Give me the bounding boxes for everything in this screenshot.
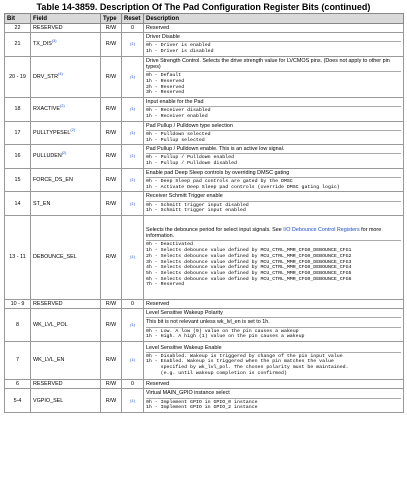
field-name: PULLUDEN: [33, 153, 62, 160]
value-encoding-line: (e.g. until wakeup completion is confirmed): [146, 370, 287, 376]
reset-cell: [122, 380, 144, 389]
value-encoding-line: 1h - Activate Deep Sleep pad controls (override DMSC gating logic): [146, 184, 340, 190]
description-text: Level Sensitive Wakeup Enable: [146, 344, 222, 351]
value-encoding-line: 0h - Implement GPIO in GPIO_0 instance: [146, 399, 258, 405]
table-row: [5, 216, 404, 300]
field-name: DEBOUNCE_SEL: [33, 254, 77, 261]
field-cell: [31, 342, 101, 380]
type-cell: R/W: [101, 98, 122, 122]
field-name: DRV_STR: [33, 73, 59, 80]
table-row: [5, 300, 404, 309]
footnote-link[interactable]: (2): [61, 151, 67, 156]
bit-cell: 17: [5, 121, 31, 145]
debounce-registers-link[interactable]: I/O Debounce Control Registers: [283, 227, 360, 234]
value-encoding-line: 1h - Reserved: [146, 78, 185, 84]
type-cell: R/W: [101, 389, 122, 413]
value-encoding-line: 0h - Pullup / Pulldown enabled: [146, 155, 235, 161]
register-table: [4, 13, 404, 413]
bit-cell: 20 - 19: [5, 56, 31, 97]
value-encoding-line: 1h - Selects debounce value defined by MCU_CTRL_MMR_CFG0_DEBOUNCE_CFG1: [146, 248, 352, 254]
table-row: [5, 342, 404, 380]
value-encoding-line: 0h - Pulldown selected: [146, 131, 211, 137]
table-row: [5, 33, 404, 57]
table-row: [5, 192, 404, 216]
description-cell: [144, 380, 404, 389]
description-divider: [146, 398, 401, 399]
bit-cell: 14: [5, 192, 31, 216]
field-cell: [31, 168, 101, 192]
value-encoding-line: 1h - Pullup selected: [146, 137, 205, 143]
field-name: VGPIO_SEL: [33, 397, 64, 404]
description-divider: [146, 327, 401, 328]
bit-cell: 22: [5, 24, 31, 33]
reset-footnote-link[interactable]: (1): [130, 153, 135, 159]
type-cell: R/W: [101, 300, 122, 309]
description-divider: [146, 130, 401, 131]
value-encoding-line: 0h - Default: [146, 73, 182, 79]
value-encoding-line: 2h - Reserved: [146, 84, 185, 90]
reset-value: 0: [131, 381, 134, 388]
value-encoding-line: specified by wk_lvl_pol. The chosen polarity must be maintained.: [146, 365, 349, 371]
field-name: RXACTIVE: [33, 106, 60, 113]
description-lead: Selects the debounce period for select input signals. See: [146, 227, 284, 234]
description-cell: [144, 24, 404, 33]
table-header-row: [5, 14, 404, 24]
reset-footnote-link[interactable]: (1): [130, 177, 135, 183]
reset-value: 0: [131, 301, 134, 308]
field-cell: [31, 145, 101, 169]
description-cell: [144, 300, 404, 309]
description-cell: [144, 192, 404, 216]
field-name: RESERVED: [33, 25, 63, 31]
description-divider: [146, 317, 401, 318]
reset-footnote-link[interactable]: (1): [130, 200, 135, 206]
description-cell: [144, 168, 404, 192]
field-cell: [31, 389, 101, 413]
description-text: Reserved: [146, 25, 170, 31]
reset-cell: [122, 33, 144, 57]
field-name: WK_LVL_EN: [33, 357, 65, 364]
description-divider: [146, 352, 401, 353]
reset-footnote-link[interactable]: (1): [130, 322, 135, 328]
type-cell: R/W: [101, 192, 122, 216]
reset-cell: [122, 98, 144, 122]
description-text: This bit is not relevant unless wk_lvl_en is set to 1h.: [146, 319, 270, 326]
description-text: Enable pad Deep Sleep controls by overriding DMSC gating: [146, 169, 290, 176]
type-cell: R/W: [101, 342, 122, 380]
type-cell: R/W: [101, 216, 122, 300]
reset-footnote-link[interactable]: (1): [130, 106, 135, 112]
reset-cell: [122, 342, 144, 380]
description-cell: [144, 33, 404, 57]
reset-footnote-link[interactable]: (1): [130, 397, 135, 403]
header-reset: Reset: [122, 14, 144, 24]
field-cell: [31, 309, 101, 342]
field-cell: [31, 300, 101, 309]
field-cell: [31, 98, 101, 122]
footnote-link[interactable]: (2): [70, 128, 75, 133]
value-encoding-line: 0h - Deep Sleep pad controls are gated by the DMSC: [146, 179, 293, 185]
description-cell: [144, 389, 404, 413]
value-encoding-line: 1h - Driver is disabled: [146, 49, 214, 55]
table-caption: Table 14-3859. Description Of The Pad Configuration Register Bits (continued): [36, 2, 371, 12]
description-text: Virtual MAIN_GPIO instance select: [146, 390, 230, 397]
field-name: RESERVED: [33, 381, 63, 388]
reset-footnote-link[interactable]: (1): [130, 41, 135, 47]
table-row: [5, 168, 404, 192]
reset-cell: [122, 24, 144, 33]
value-encoding-line: 0h - Schmitt trigger input disabled: [146, 202, 249, 208]
bit-cell: 8: [5, 309, 31, 342]
field-cell: [31, 216, 101, 300]
table-row: [5, 56, 404, 97]
reset-value: 0: [131, 25, 134, 31]
reset-cell: [122, 145, 144, 169]
description-cell: [144, 121, 404, 145]
description-text: [146, 227, 401, 239]
field-name: TX_DIS: [33, 41, 52, 48]
type-cell: R/W: [101, 145, 122, 169]
bit-cell: 13 - 11: [5, 216, 31, 300]
description-cell: [144, 309, 404, 342]
reset-cell: [122, 56, 144, 97]
type-cell: R/W: [101, 56, 122, 97]
value-encoding-line: 1h - Pullup / Pulldown disabled: [146, 161, 237, 167]
field-cell: [31, 121, 101, 145]
description-cell: [144, 216, 404, 300]
description-text: Receiver Schmitt Trigger enable: [146, 193, 223, 200]
reset-cell: [122, 309, 144, 342]
footnote-link[interactable]: (4): [58, 72, 63, 77]
description-text: Reserved: [146, 301, 170, 308]
description-divider: [146, 177, 401, 178]
table-row: [5, 309, 404, 342]
reset-cell: [122, 121, 144, 145]
field-cell: [31, 56, 101, 97]
value-encoding-line: 6h - Selects debounce value defined by MCU_CTRL_MMR_CFG0_DEBOUNCE_CFG6: [146, 276, 352, 282]
field-cell: [31, 192, 101, 216]
value-encoding-line: 7h - Reserved: [146, 282, 185, 288]
field-name: PULLTYPESEL: [33, 129, 71, 136]
field-name: WK_LVL_POL: [33, 322, 68, 329]
table-row: [5, 145, 404, 169]
reset-cell: [122, 300, 144, 309]
field-cell: [31, 380, 101, 389]
type-cell: R/W: [101, 24, 122, 33]
description-text: Pad Pullup / Pulldown type selection: [146, 122, 233, 129]
value-encoding-line: 0h - Driver is enabled: [146, 43, 211, 49]
reset-footnote-link[interactable]: (1): [130, 357, 135, 363]
value-encoding-line: 5h - Selects debounce value defined by MCU_CTRL_MMR_CFG0_DEBOUNCE_CFG5: [146, 270, 352, 276]
header-field: Field: [31, 14, 101, 24]
bit-cell: 15: [5, 168, 31, 192]
value-encoding-line: 0h - Low. A low (0) value on the pin causes a wakeup: [146, 328, 299, 334]
reset-footnote-link[interactable]: (1): [130, 73, 135, 79]
footnote-link[interactable]: (3): [51, 39, 57, 44]
bit-cell: 10 - 9: [5, 300, 31, 309]
description-cell: [144, 56, 404, 97]
type-cell: R/W: [101, 309, 122, 342]
reset-cell: [122, 168, 144, 192]
bit-cell: 18: [5, 98, 31, 122]
description-text: Drive Strength Control. Selects the drive strength value for LVCMOS pins. (Does not apply to other pin types): [146, 57, 390, 71]
table-row: [5, 121, 404, 145]
bit-cell: 5-4: [5, 389, 31, 413]
description-text: Level Sensitive Wakeup Polarity: [146, 310, 223, 317]
field-name: ST_EN: [33, 200, 51, 207]
field-name: RESERVED: [33, 301, 63, 308]
type-cell: R/W: [101, 168, 122, 192]
description-cell: [144, 98, 404, 122]
value-encoding-line: 2h - Selects debounce value defined by MCU_CTRL_MMR_CFG0_DEBOUNCE_CFG2: [146, 253, 352, 259]
description-text: Driver Disable: [146, 34, 180, 41]
table-row: [5, 389, 404, 413]
header-type: Type: [101, 14, 122, 24]
value-encoding-line: 0h - Receiver disabled: [146, 108, 211, 114]
reset-cell: [122, 216, 144, 300]
value-encoding-line: 1h - High. A high (1) value on the pin causes a wakeup: [146, 334, 305, 340]
reset-cell: [122, 389, 144, 413]
value-encoding-line: 1h - Schmitt trigger input enabled: [146, 208, 246, 214]
description-cell: [144, 342, 404, 380]
reset-footnote-link[interactable]: (1): [130, 129, 135, 135]
value-encoding-line: 4h - Selects debounce value defined by MCU_CTRL_MMR_CFG0_DEBOUNCE_CFG4: [146, 265, 352, 271]
description-text: Reserved: [146, 381, 170, 388]
header-description: Description: [144, 14, 404, 24]
reset-cell: [122, 192, 144, 216]
bit-cell: 21: [5, 33, 31, 57]
value-encoding-line: 0h - Disabled. Wakeup is triggered by change of the pin input value: [146, 353, 343, 359]
table-row: [5, 98, 404, 122]
bit-cell: 7: [5, 342, 31, 380]
value-encoding-line: 3h - Reserved: [146, 90, 185, 96]
type-cell: R/W: [101, 380, 122, 389]
description-cell: [144, 145, 404, 169]
description-text: Input enable for the Pad: [146, 99, 204, 106]
type-cell: R/W: [101, 33, 122, 57]
value-encoding-line: 3h - Selects debounce value defined by MCU_CTRL_MMR_CFG0_DEBOUNCE_CFG3: [146, 259, 352, 265]
description-divider: [146, 71, 401, 72]
bit-cell: 6: [5, 380, 31, 389]
table-body: [5, 24, 404, 413]
description-text: Pad Pullup / Pulldown enable. This is an active low signal.: [146, 146, 285, 153]
description-tail: for more information.: [146, 227, 382, 240]
header-bit: Bit: [5, 14, 31, 24]
table-row: [5, 24, 404, 33]
field-name: FORCE_DS_EN: [33, 177, 73, 184]
field-cell: [31, 24, 101, 33]
value-encoding-line: 0h - Deactivated: [146, 242, 193, 248]
footnote-link[interactable]: (2): [59, 104, 65, 109]
value-encoding-line: 1h - Implement GPIO in GPIO_2 instance: [146, 405, 258, 411]
description-divider: [146, 201, 401, 202]
bit-cell: 16: [5, 145, 31, 169]
field-cell: [31, 33, 101, 57]
table-row: [5, 380, 404, 389]
value-encoding-line: 1h - Enabled. Wakeup is triggered when the pin matches the value: [146, 359, 334, 365]
reset-footnote-link[interactable]: (1): [130, 254, 135, 260]
value-encoding-line: 1h - Receiver enabled: [146, 113, 208, 119]
type-cell: R/W: [101, 121, 122, 145]
